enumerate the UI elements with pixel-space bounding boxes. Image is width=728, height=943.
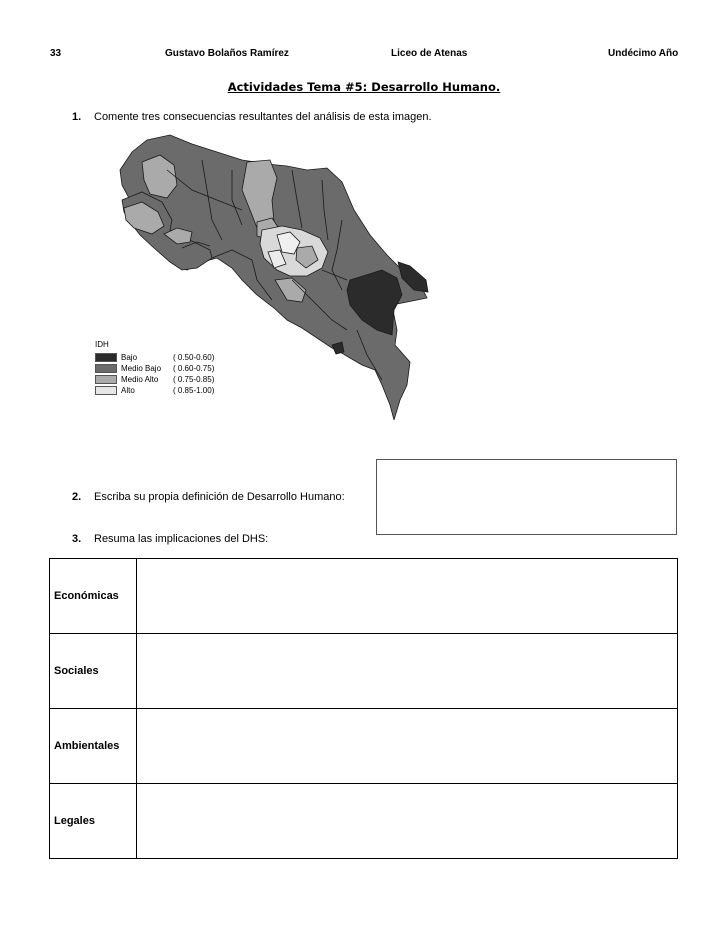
question-text: Resuma las implicaciones del DHS: bbox=[94, 533, 269, 545]
legend-item bbox=[95, 385, 214, 396]
author-name: Gustavo Bolaños Ramírez bbox=[165, 48, 289, 59]
row-label-economicas: Económicas bbox=[50, 559, 137, 634]
table-row bbox=[50, 559, 678, 634]
legend-label: Alto bbox=[121, 386, 135, 395]
legend-label: Bajo bbox=[121, 353, 138, 362]
question-3 bbox=[72, 533, 268, 545]
implications-table bbox=[49, 558, 678, 859]
legend-swatch bbox=[95, 364, 117, 373]
map-legend bbox=[95, 340, 214, 396]
legend-range: ( 0.85-1.00) bbox=[173, 386, 215, 395]
answer-cell-sociales[interactable] bbox=[137, 634, 678, 709]
legend-title: IDH bbox=[95, 340, 109, 349]
answer-cell-economicas[interactable] bbox=[137, 559, 678, 634]
legend-label: Medio Bajo bbox=[121, 364, 162, 373]
page-title: Actividades Tema #5: Desarrollo Humano. bbox=[227, 80, 501, 94]
question-text: Comente tres consecuencias resultantes del análisis de esta imagen. bbox=[94, 111, 432, 123]
question-2 bbox=[72, 491, 345, 503]
table-row bbox=[50, 784, 678, 859]
legend-range: ( 0.75-0.85) bbox=[173, 375, 215, 384]
table-row bbox=[50, 634, 678, 709]
legend-item bbox=[95, 352, 214, 363]
legend-swatch bbox=[95, 353, 117, 362]
answer-cell-ambientales[interactable] bbox=[137, 709, 678, 784]
question-1 bbox=[72, 111, 432, 123]
legend-item bbox=[95, 363, 214, 374]
question-number: 1. bbox=[72, 111, 82, 123]
answer-cell-legales[interactable] bbox=[137, 784, 678, 859]
definition-answer-box[interactable] bbox=[376, 459, 677, 535]
question-number: 2. bbox=[72, 491, 82, 503]
legend-swatch bbox=[95, 375, 117, 384]
row-label-sociales: Sociales bbox=[50, 634, 137, 709]
school-name: Liceo de Atenas bbox=[391, 48, 468, 59]
grade-level: Undécimo Año bbox=[608, 48, 679, 59]
legend-item bbox=[95, 374, 214, 385]
legend-swatch bbox=[95, 386, 117, 395]
legend-range: ( 0.60-0.75) bbox=[173, 364, 215, 373]
legend-range: ( 0.50-0.60) bbox=[173, 353, 215, 362]
row-label-ambientales: Ambientales bbox=[50, 709, 137, 784]
question-text: Escriba su propia definición de Desarrollo Humano: bbox=[94, 491, 345, 503]
row-label-legales: Legales bbox=[50, 784, 137, 859]
question-number: 3. bbox=[72, 533, 82, 545]
legend-label: Medio Alto bbox=[121, 375, 159, 384]
page-number: 33 bbox=[50, 48, 62, 59]
table-row bbox=[50, 709, 678, 784]
